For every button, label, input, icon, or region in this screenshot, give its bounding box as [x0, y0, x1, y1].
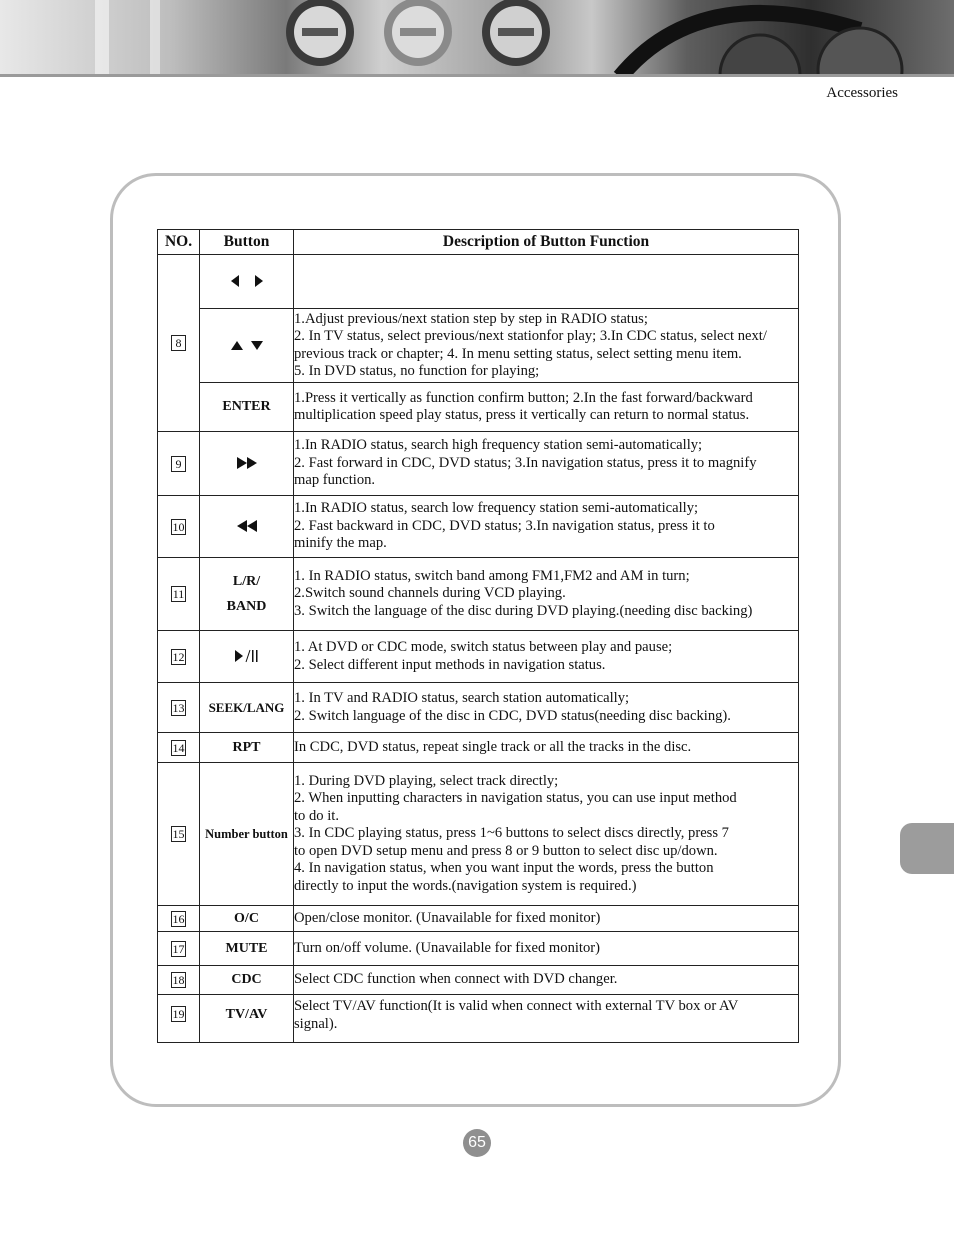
table-row — [158, 432, 799, 496]
button-label: ENTER — [200, 383, 294, 432]
table-header-row — [158, 230, 799, 255]
table-row — [158, 683, 799, 733]
button-label: L/R/ — [232, 574, 261, 589]
table-row — [158, 631, 799, 683]
description-cell: 1.In RADIO status, search low frequency station semi-automatically; 2. Fast backward in CDC, DVD status; 3.In navigation status, press it to minify the map. — [294, 496, 799, 558]
row-number-cell — [158, 255, 200, 432]
play-pause-icon — [234, 649, 260, 663]
row-number-cell: 10 — [158, 496, 200, 558]
button-cell — [200, 558, 294, 631]
button-label-line2: BAND — [226, 599, 267, 614]
fast-forward-icon — [236, 456, 258, 470]
row-number-cell: 19 — [158, 995, 200, 1043]
table-row — [158, 763, 799, 906]
description-cell: Open/close monitor. (Unavailable for fixed monitor) — [294, 906, 799, 932]
header-banner-photo — [0, 0, 954, 77]
table-row — [158, 932, 799, 966]
row-number-cell: 17 — [158, 932, 200, 966]
description-cell: 1.In RADIO status, search high frequency station semi-automatically; 2. Fast forward in CDC, DVD status; 3.In navigation status, press it to magnify map function. — [294, 432, 799, 496]
button-label: TV/AV — [200, 995, 294, 1043]
description-cell: 1.Adjust previous/next station step by step in RADIO status; 2. In TV status, select previous/next stationfor play; 3.In CDC status, select next/ previous track or chapter; 4. In menu setting status, select setting menu item. 5. In DVD status, no function for playing; — [294, 309, 799, 383]
button-cell — [200, 255, 294, 309]
table-row — [158, 558, 799, 631]
description-cell: In CDC, DVD status, repeat single track or all the tracks in the disc. — [294, 733, 799, 763]
row-number: 8 — [171, 335, 186, 351]
table-row — [158, 733, 799, 763]
button-function-table — [157, 229, 799, 1043]
button-label: O/C — [200, 906, 294, 932]
page-number: 65 — [463, 1129, 491, 1157]
button-cell — [200, 631, 294, 683]
row-number-cell: 11 — [158, 558, 200, 631]
button-label: MUTE — [200, 932, 294, 966]
description-cell: 1. In TV and RADIO status, search station automatically; 2. Switch language of the disc in CDC, DVD status(needing disc backing). — [294, 683, 799, 733]
description-cell: 1. During DVD playing, select track directly; 2. When inputting characters in navigation status, you can use input method to do it. 3. In CDC playing status, press 1~6 buttons to select discs directly, press 7 to open DVD setup menu and press 8 or 9 button to select disc up/down. 4. In navigation status, when you want input the words, press the button directly to input the words.(navigation system is required.) — [294, 763, 799, 906]
table-row — [158, 383, 799, 432]
table-row — [158, 966, 799, 995]
button-label: RPT — [200, 733, 294, 763]
header-description: Description of Button Function — [294, 230, 799, 255]
row-number-cell: 14 — [158, 733, 200, 763]
description-cell: 1. In RADIO status, switch band among FM1,FM2 and AM in turn; 2.Switch sound channels during VCD playing. 3. Switch the language of the disc during DVD playing.(needing disc backing) — [294, 558, 799, 631]
rewind-icon — [236, 519, 258, 533]
table-row — [158, 906, 799, 932]
description-cell: Turn on/off volume. (Unavailable for fixed monitor) — [294, 932, 799, 966]
description-cell: 1. At DVD or CDC mode, switch status between play and pause; 2. Select different input methods in navigation status. — [294, 631, 799, 683]
button-cell — [200, 432, 294, 496]
button-label: CDC — [200, 966, 294, 995]
up-down-arrows-icon — [229, 338, 265, 352]
table-row — [158, 309, 799, 383]
table-row — [158, 255, 799, 309]
header-button: Button — [200, 230, 294, 255]
table-row — [158, 995, 799, 1043]
section-label: Accessories — [826, 85, 898, 101]
row-number-cell: 12 — [158, 631, 200, 683]
button-label: Number button — [200, 763, 294, 906]
side-tab — [900, 823, 954, 874]
dashboard-image — [0, 0, 954, 77]
row-number-cell: 13 — [158, 683, 200, 733]
button-cell — [200, 496, 294, 558]
row-number-cell: 15 — [158, 763, 200, 906]
description-cell: 1.Press it vertically as function confirm button; 2.In the fast forward/backward multiplication speed play status, press it vertically can return to normal status. — [294, 383, 799, 432]
table-row — [158, 496, 799, 558]
description-cell — [294, 255, 799, 309]
button-label: SEEK/LANG — [200, 683, 294, 733]
row-number-cell: 18 — [158, 966, 200, 995]
left-right-arrows-icon — [229, 274, 265, 288]
button-cell — [200, 309, 294, 383]
row-number-cell: 9 — [158, 432, 200, 496]
row-number-cell: 16 — [158, 906, 200, 932]
description-cell: Select CDC function when connect with DVD changer. — [294, 966, 799, 995]
header-no: NO. — [158, 230, 200, 255]
description-cell: Select TV/AV function(It is valid when connect with external TV box or AV signal). — [294, 995, 799, 1043]
